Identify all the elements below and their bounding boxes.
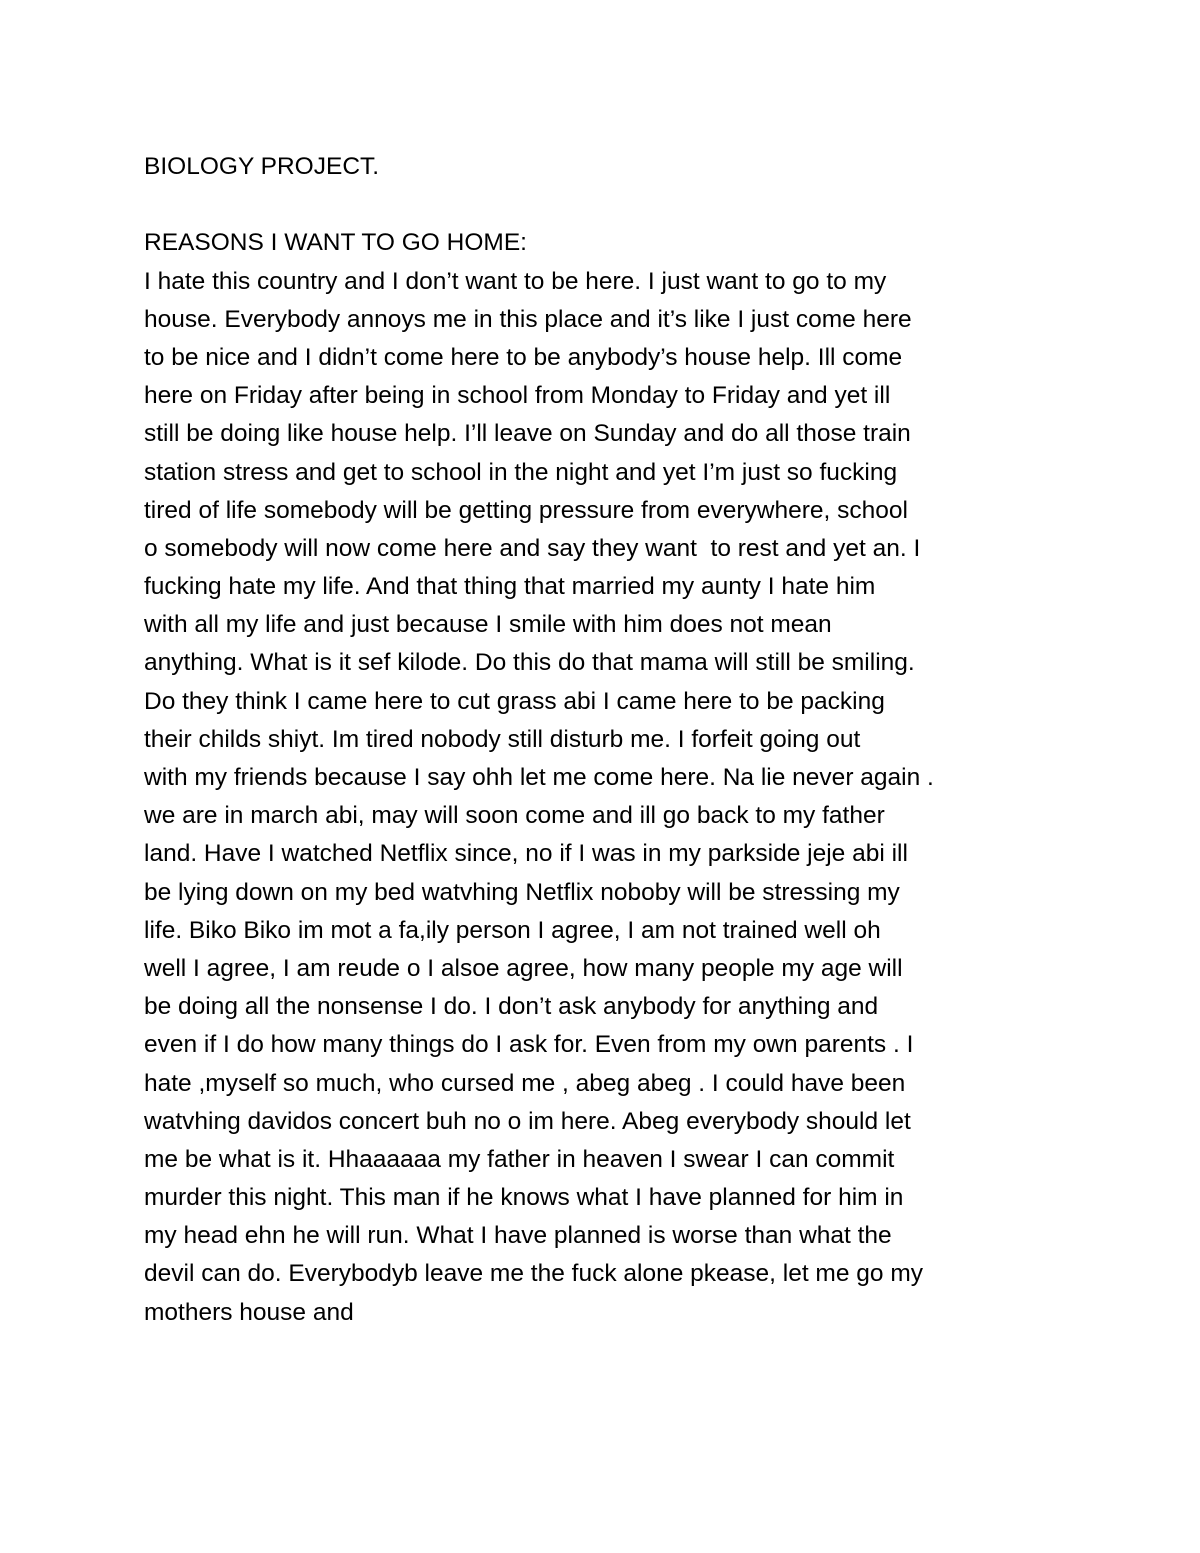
paragraph-line: o somebody will now come here and say they want to rest and yet an. I (144, 534, 921, 562)
paragraph-line: with my friends because I say ohh let me come here. Na lie never again . (144, 764, 934, 791)
paragraph-line: to be nice and I didn’t come here to be anybody’s house help. Ill come (144, 343, 903, 371)
paragraph-line: my head ehn he will run. What I have planned is worse than what the (144, 1222, 892, 1250)
paragraph-line: tired of life somebody will be getting pressure from everywhere, school (144, 496, 908, 524)
paragraph-line: hate ,myself so much, who cursed me , abeg abeg . I could have been (144, 1069, 906, 1097)
paragraph-line: murder this night. This man if he knows what I have planned for him in (144, 1184, 904, 1212)
document-title: BIOLOGY PROJECT. (144, 153, 380, 180)
paragraph-line: even if I do how many things do I ask for. Even from my own parents . I (144, 1031, 914, 1059)
paragraph-line: be doing all the nonsense I do. I don’t ask anybody for anything and (144, 993, 879, 1021)
paragraph-line: anything. What is it sef kilode. Do this do that mama will still be smiling. (144, 649, 915, 677)
paragraph-line: still be doing like house help. I’ll leave on Sunday and do all those train (144, 420, 911, 448)
paragraph-line: their childs shiyt. Im tired nobody still disturb me. I forfeit going out (144, 725, 861, 753)
paragraph-line: life. Biko Biko im mot a fa,ily person I agree, I am not trained well oh (144, 916, 881, 944)
paragraph-line: me be what is it. Hhaaaaaa my father in heaven I swear I can commit (144, 1145, 895, 1173)
paragraph-line: devil can do. Everybodyb leave me the fuck alone pkease, let me go my (144, 1260, 923, 1288)
document-paragraph (144, 263, 1084, 1332)
paragraph-line: be lying down on my bed watvhing Netflix noboby will be stressing my (144, 878, 900, 906)
paragraph-line: fucking hate my life. And that thing that married my aunty I hate him (144, 573, 876, 601)
paragraph-line: with all my life and just because I smile with him does not mean (144, 611, 832, 639)
paragraph-line: Do they think I came here to cut grass abi I came here to be packing (144, 687, 885, 715)
paragraph-line: house. Everybody annoys me in this place and it’s like I just come here (144, 305, 912, 333)
paragraph-line: I hate this country and I don’t want to be here. I just want to go to my (144, 267, 887, 295)
document-heading: REASONS I WANT TO GO HOME: (144, 229, 527, 257)
paragraph-line: mothers house and (144, 1298, 354, 1326)
paragraph-line: land. Have I watched Netflix since, no if I was in my parkside jeje abi ill (144, 840, 908, 868)
paragraph-line: watvhing davidos concert buh no o im here. Abeg everybody should let (144, 1107, 911, 1135)
paragraph-line: well I agree, I am reude o I alsoe agree, how many people my age will (144, 954, 903, 982)
blank-line (144, 186, 1084, 224)
document-body (144, 148, 1084, 1332)
paragraph-line: station stress and get to school in the night and yet I’m just so fucking (144, 458, 898, 486)
paragraph-line: here on Friday after being in school from Monday to Friday and yet ill (144, 382, 891, 410)
paragraph-line: we are in march abi, may will soon come and ill go back to my father (144, 802, 885, 830)
